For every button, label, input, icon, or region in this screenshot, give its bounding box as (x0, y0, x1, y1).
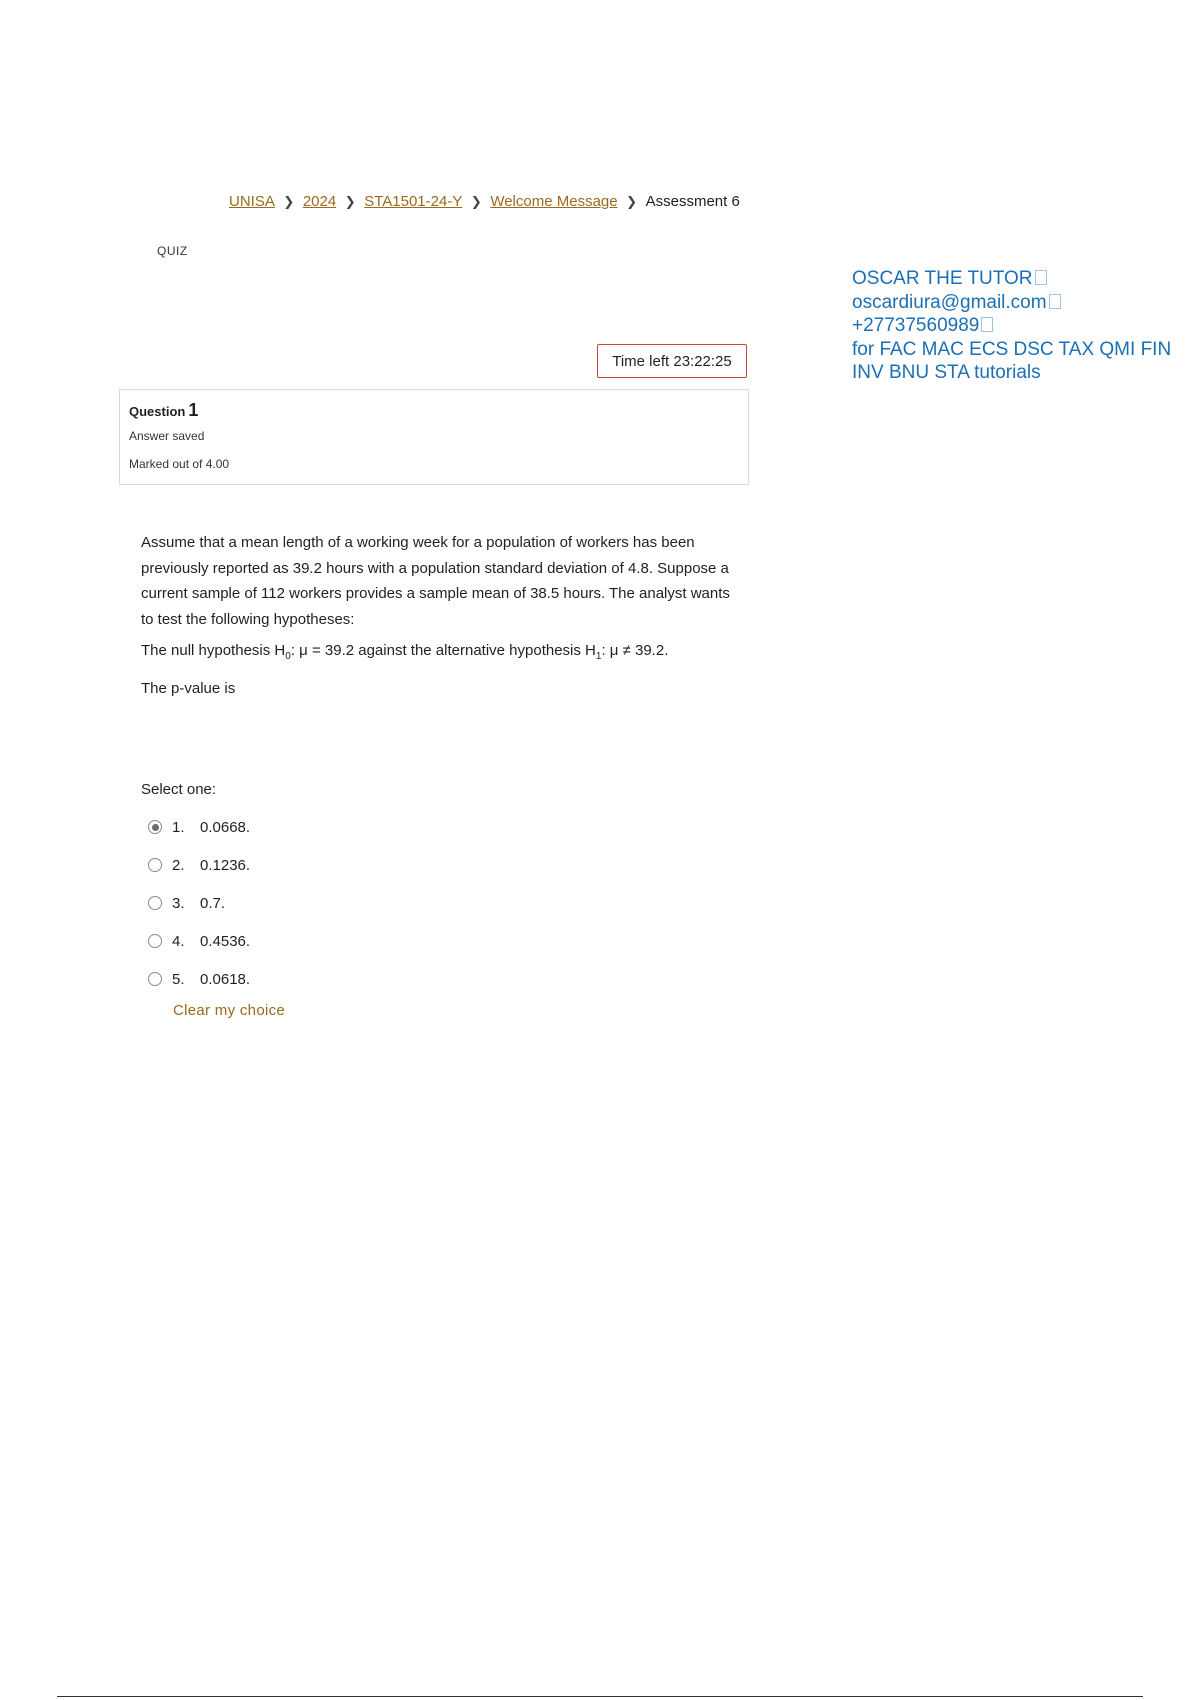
box-glyph-icon (1035, 270, 1047, 285)
answer-number: 1. (172, 818, 185, 836)
answer-option-2[interactable] (148, 846, 548, 884)
answer-number: 4. (172, 932, 185, 950)
tutor-line: +27737560989 (852, 314, 1200, 338)
answer-number: 5. (172, 970, 185, 988)
radio-button-checked[interactable] (148, 820, 162, 834)
answer-option-4[interactable] (148, 922, 548, 960)
box-glyph-icon (1049, 294, 1061, 309)
tutor-line: OSCAR THE TUTOR (852, 267, 1200, 291)
tutor-line: oscardiura@gmail.com (852, 291, 1200, 315)
answer-value: 0.4536. (200, 932, 251, 950)
footer-divider (57, 1696, 1143, 1697)
question-text (141, 530, 741, 707)
answer-value: 0.0618. (200, 970, 251, 988)
breadcrumb-link-year[interactable]: 2024 (302, 193, 337, 210)
answer-value: 0.1236. (200, 856, 251, 874)
radio-button[interactable] (148, 972, 162, 986)
question-prompt: The p-value is (141, 679, 236, 697)
select-one-label: Select one: (141, 781, 217, 798)
clear-choice-link[interactable]: Clear my choice (173, 1002, 286, 1019)
breadcrumb-current: Assessment 6 (645, 193, 740, 210)
answer-option-5[interactable] (148, 960, 548, 998)
breadcrumb-link-course[interactable]: STA1501-24-Y (364, 193, 463, 210)
tutor-line: INV BNU STA tutorials (852, 362, 1041, 383)
question-grade: Marked out of 4.00 (129, 457, 230, 471)
answer-value: 0.0668. (200, 818, 251, 836)
answer-options (148, 808, 548, 998)
chevron-right-icon: ❯ (626, 194, 638, 209)
box-glyph-icon (981, 317, 993, 332)
answer-option-3[interactable] (148, 884, 548, 922)
breadcrumb (229, 192, 740, 212)
answer-option-1[interactable] (148, 808, 548, 846)
question-info-box (119, 389, 749, 485)
answer-number: 2. (172, 856, 185, 874)
breadcrumb-link-unisa[interactable]: UNISA (229, 193, 275, 210)
breadcrumb-link-welcome[interactable]: Welcome Message (490, 193, 618, 210)
question-state: Answer saved (129, 429, 205, 443)
question-paragraph: Assume that a mean length of a working week for a population of workers has been previously reported as 39.2 hours with a population standard deviation of 4.8. Suppose a current sample of 112 workers provides a sample mean of 38.5 hours. The analyst wants to test the following hypotheses: (141, 534, 730, 628)
quiz-timer: Time left 23:22:25 (597, 344, 747, 378)
chevron-right-icon: ❯ (283, 194, 295, 209)
question-number: Question 1 (129, 400, 199, 420)
radio-button[interactable] (148, 858, 162, 872)
tutor-watermark (852, 267, 1200, 385)
answer-value: 0.7. (200, 894, 226, 912)
hypothesis-paragraph: The null hypothesis $H_0$: μ = 39.2 against the alternative hypothesis $H_1$: μ ≠ 39.2. (141, 642, 669, 662)
answer-number: 3. (172, 894, 185, 912)
tutor-line: for FAC MAC ECS DSC TAX QMI FIN (852, 338, 1172, 360)
radio-button[interactable] (148, 896, 162, 910)
radio-button[interactable] (148, 934, 162, 948)
activity-type-label: QUIZ (157, 244, 188, 258)
chevron-right-icon: ❯ (470, 194, 482, 209)
chevron-right-icon: ❯ (344, 194, 356, 209)
